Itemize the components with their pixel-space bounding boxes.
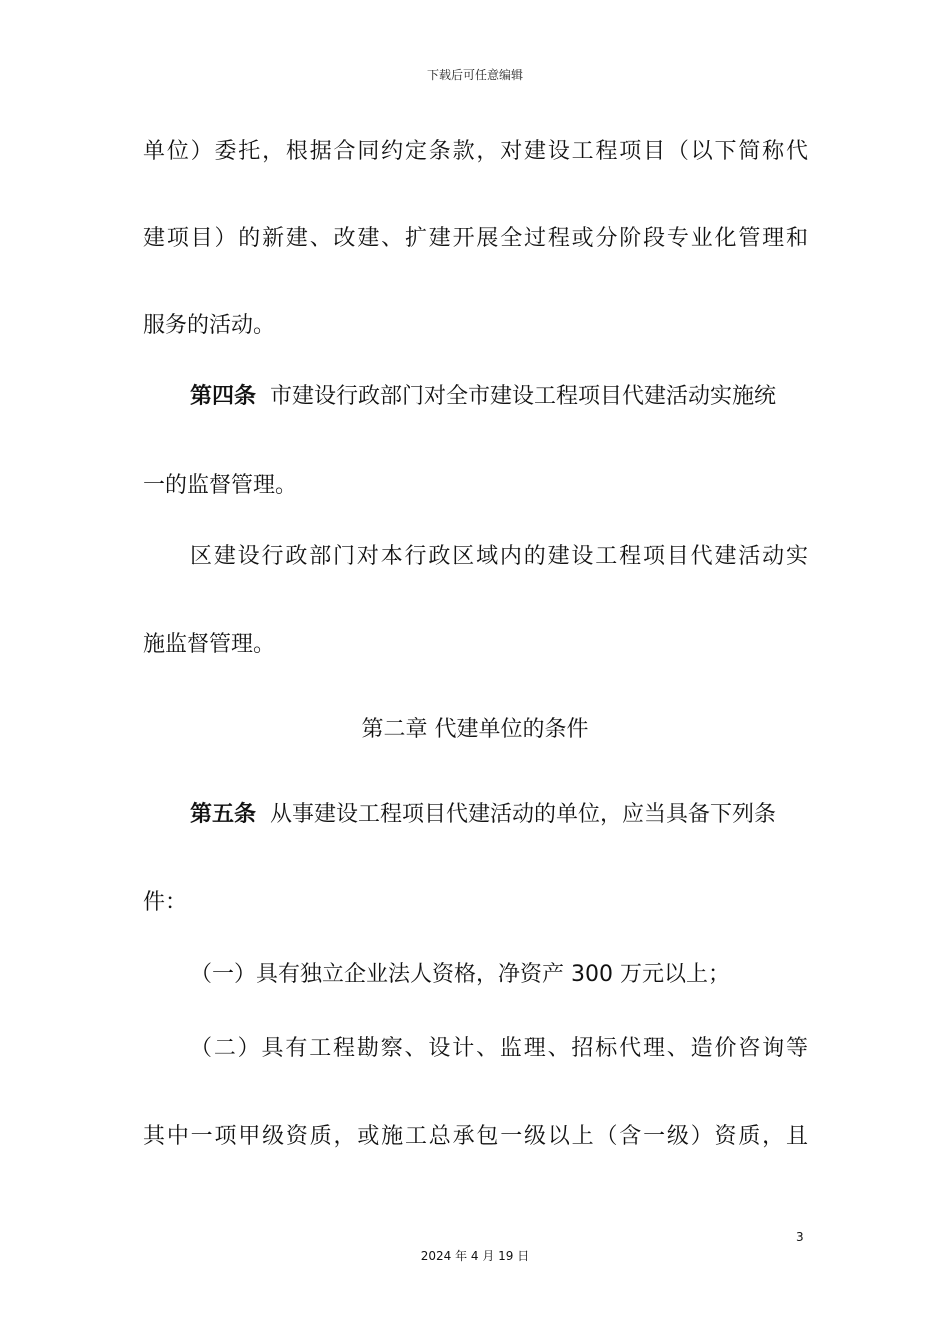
paragraph-line: 施监督管理。 (143, 632, 276, 657)
article-5-label: 第五条 (190, 802, 257, 827)
article-4-line (190, 382, 808, 412)
paragraph-line: 其中一项甲级资质，或施工总承包一级以上（含一级）资质，且 (143, 1124, 808, 1149)
footer-date: 2024 年 4 月 19 日 (420, 1249, 530, 1263)
article-5-line (190, 800, 808, 830)
chapter-title: 第二章 代建单位的条件 (361, 717, 589, 742)
paragraph-line: 件： (143, 890, 188, 915)
paragraph-line: 服务的活动。 (143, 313, 276, 338)
paragraph-line: 建项目）的新建、改建、扩建开展全过程或分阶段专业化管理和 (143, 226, 808, 251)
article-4-label: 第四条 (190, 384, 257, 409)
page-header: 下载后可任意编辑 (426, 68, 523, 82)
paragraph-line: 单位）委托，根据合同约定条款，对建设工程项目（以下简称代 (143, 139, 808, 164)
list-item: （一）具有独立企业法人资格，净资产 300 万元以上； (190, 962, 730, 987)
article-5-text: 从事建设工程项目代建活动的单位，应当具备下列条 (270, 802, 777, 827)
page-number: 3 (796, 1230, 804, 1244)
paragraph-line: 区建设行政部门对本行政区域内的建设工程项目代建活动实 (190, 544, 808, 569)
paragraph-line: 一的监督管理。 (143, 473, 298, 498)
article-4-text: 市建设行政部门对全市建设工程项目代建活动实施统 (270, 384, 777, 409)
list-item: （二）具有工程勘察、设计、监理、招标代理、造价咨询等 (190, 1036, 808, 1061)
